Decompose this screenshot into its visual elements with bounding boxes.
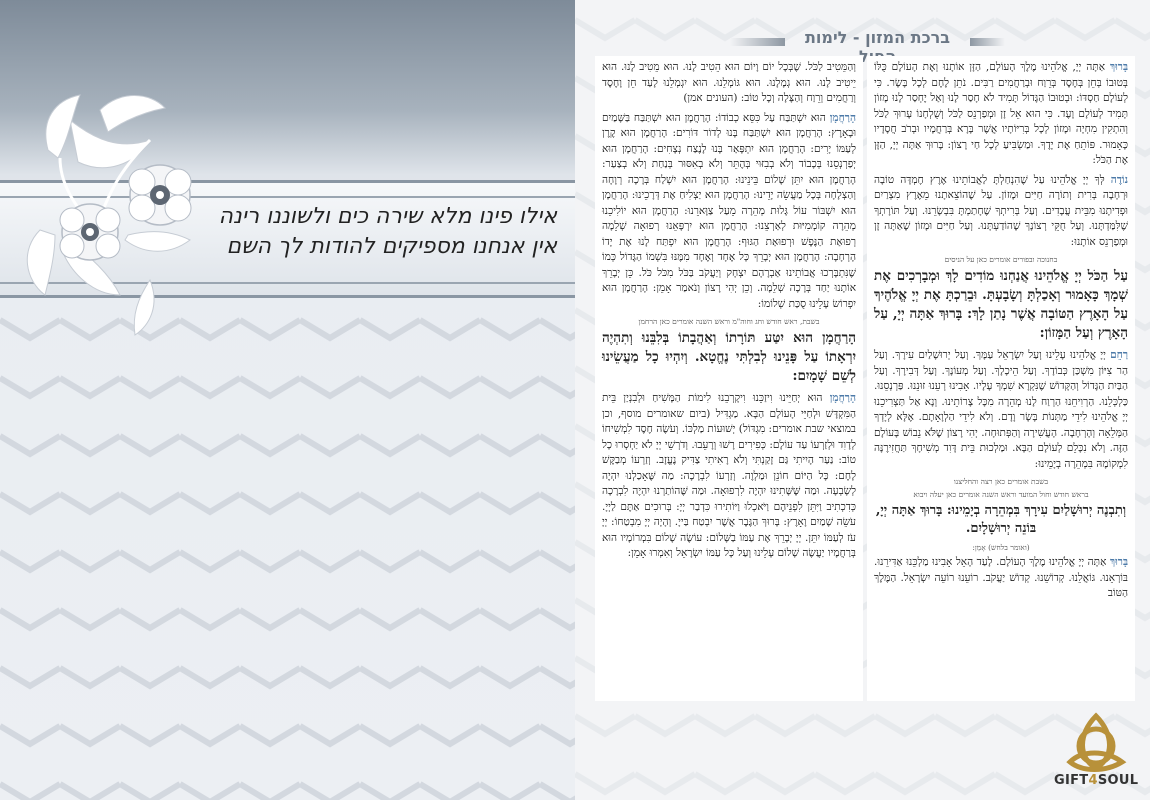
instruction-note: (ואומר בלחש) אָמֵן: [972,543,1030,552]
para-text: אַתָּה יְיָ אֱלֹהֵינוּ מֶלֶךְ הָעוֹלָם. לָעַד הָאֵל אָבִינוּ מַלְכֵּנוּ אַדִּירֵנוּ. בּוֹרְאֵנוּ. גּוֹאֲלֵנוּ. קְדוֹשֵׁנוּ. קְדוֹשׁ יַעֲקֹב. רוֹעֵנוּ רוֹעֵה יִשְׂרָאֵל. הַמֶּלֶךְ הַטּוֹב [874,556,1128,599]
logo-text-gift: GIFT [1054,773,1089,788]
text-column-right [867,56,1135,701]
title-rule-left [730,38,785,46]
instruction-note: בשבת, ראש חודש וחג וחוה"מ וראש השנה אומרים כאן הרחמן [638,317,820,326]
blessing-hazan [874,60,1128,169]
blessing-hatov [874,555,1128,602]
text-column-left [595,56,863,701]
logo-text-4: 4 [1088,773,1098,788]
hametiv-paragraph [602,60,856,107]
instruction-note: בשבת אומרים כאן רצה והחליצנו [953,477,1049,486]
harachaman-torah-paragraph: הָרַחֲמָן הוּא יִטַּע תּוֹרָתוֹ וְאַהֲבָתוֹ בְּלִבֵּנוּ וְתִהְיֶה יִרְאָתוֹ עַל פָּנֵינוּ לְבִלְתִּי נֶחֱטָא. וְיִהְיוּ כָל מַעֲשֵׂינוּ לְשֵׁם שָׁמָיִם: [602,330,856,384]
flower-1 [60,204,120,260]
al-hakol-paragraph: עַל הַכֹּל יְיָ אֱלֹהֵינוּ אֲנַחְנוּ מוֹדִים לָךְ וּמְבָרְכִים אֶת שְׁמָךְ כָּאָמוּר וְאָכַלְתָּ וְשָׂבָעְתָּ. וּבֵרַכְתָּ אֶת יְיָ אֱלֹהֶיךָ עַל הָאָרֶץ הַטּוֹבָה אֲשֶׁר נָתַן לָךְ: בָּרוּךְ אַתָּה יְיָ, עַל הָאָרֶץ וְעַל הַמָּזוֹן: [874,268,1128,341]
chevron-pattern [0,300,575,800]
para-text: הוּא יְחַיֵּינוּ וִיזַכֵּנוּ וִיקָרְבֵנוּ לִימוֹת הַמָּשִׁיחַ וּלְבִנְיַן בֵּית הַמִּקְדָּשׁ וּלְחַיֵּי הָעוֹלָם הַבָּא. מַגְדִּיל (ביום שאומרים מוסף, וכן במוצאי שבת אומרים: מִגְדּוֹל) יְשׁוּעוֹת מַלְכּוֹ. וְעֹשֶׂה חֶסֶד לִמְשִׁיחוֹ לְדָוִד וּלְזַרְעוֹ עַד עוֹלָם: כְּפִירִים רָשׁוּ וְרָעֵבוּ. וְדֹרְשֵׁי יְיָ לֹא יַחְסְרוּ כָל טוֹב: נַעַר הָיִיתִי גַּם זָקַנְתִּי וְלֹא רָאִיתִי צַדִּיק נֶעֱזָב. וְזַרְעוֹ מְבַקֶּשׁ לָחֶם: כָּל הַיּוֹם חוֹנֵן וּמַלְוֶה. וְזַרְעוֹ לִבְרָכָה: מַה שֶּׁאָכַלְנוּ יִהְיֶה לְשָׂבְעָה. וּמַה שֶּׁשָּׁתִינוּ יִהְיֶה לִרְפוּאָה. וּמַה שֶּׁהוֹתַרְנוּ יִהְיֶה לִבְרָכָה כְּדִכְתִיב וַיִּתֵּן לִפְנֵיהֶם וַיֹּאכְלוּ וַיּוֹתִירוּ כִּדְבַר יְיָ: בְּרוּכִים אַתֶּם לַיְיָ. עֹשֵׂה שָׁמַיִם וָאָרֶץ: בָּרוּךְ הַגֶּבֶר אֲשֶׁר יִבְטַח בַּייָ. וְהָיָה יְיָ מִבְטַחוֹ: יְיָ עֹז לְעַמּוֹ יִתֵּן. יְיָ יְבָרֵךְ אֶת עַמּוֹ בַשָּׁלוֹם: עוֹשֶׂה שָׁלוֹם בִּמְרוֹמָיו הוּא בְּרַחֲמָיו יַעֲשֶׂה שָׁלוֹם עָלֵינוּ וְעַל כָּל עַמּוֹ יִשְׂרָאֵל וְאִמְרוּ אָמֵן: [602,392,856,559]
vetivneh-paragraph: וְתִבְנֶה יְרוּשָׁלַיִם עִירָךְ בִּמְהֵרָה בְיָמֵינוּ: בָּרוּךְ אַתָּה יְיָ, בּוֹנֵה יְרוּשָׁלָיִם. [875,503,1127,536]
quote-line-2: אין אנחנו מספיקים להודות לך השם [226,234,557,259]
logo-text-soul: SOUL [1097,773,1139,788]
para-text: יְיָ אֱלֹהֵינוּ עָלֵינוּ וְעַל יִשְׂרָאֵל עַמָּךְ. וְעַל יְרוּשָׁלַיִם עִירָךְ. וְעַל הַר צִיּוֹן מִשְׁכַּן כְּבוֹדָךְ. וְעַל הֵיכָלָךְ. וְעַל מְעוֹנָךְ. וְעַל דְּבִירָךְ. וְעַל הַבַּיִת הַגָּדוֹל וְהַקָּדוֹשׁ שֶׁנִּקְרָא שִׁמְךָ עָלָיו. אָבִינוּ רְעֵנוּ זוּנֵנוּ. פַּרְנְסֵנוּ. כַּלְכְּלֵנוּ. הַרְוִיחֵנוּ הַרְוַח לָנוּ מְהֵרָה מִכָּל צָרוֹתֵינוּ. וְנָא אַל תַּצְרִיכֵנוּ יְיָ אֱלֹהֵינוּ לִידֵי מַתְּנוֹת בָּשָׂר וָדָם. וְלֹא לִידֵי הַלְוָאָתָם. אֶלָּא לְיָדְךָ הַמְּלֵאָה וְהָרְחָבָה. הָעֲשִׁירָה וְהַפְּתוּחָה. יְהִי רָצוֹן שֶׁלֹּא נֵבוֹשׁ בָּעוֹלָם הַזֶּה. וְלֹא נִכָּלֵם לְעוֹלָם הַבָּא. וּמַלְכוּת בֵּית דָּוִד מְשִׁיחָךְ תַּחֲזִירֶנָּה לִמְקוֹמָהּ בִּמְהֵרָה בְיָמֵינוּ: [874,349,1128,470]
blessing-rachem [874,348,1128,472]
para-text: וְהַמֵּטִיב לַכֹּל. שֶׁבְּכָל יוֹם וָיוֹם הוּא הֵטִיב לָנוּ. הוּא מֵטִיב לָנוּ. הוּא יֵיטִיב לָנוּ. הוּא גְמָלָנוּ. הוּא גּוֹמְלֵנוּ. הוּא יִגְמְלֵנוּ לָעַד חֵן וָחֶסֶד וְרַחֲמִים וְרֵוַח וְהַצָּלָה וְכָל טוֹב: (העונים אמן) [602,61,856,104]
para-text: הוּא יִשְׁתַּבַּח עַל כִּסֵּא כְבוֹדוֹ: הָרַחֲמָן הוּא יִשְׁתַּבַּח בַּשָּׁמַיִם וּבָאָרֶץ: הָרַחֲמָן הוּא יִשְׁתַּבַּח בָּנוּ לְדוֹר דּוֹרִים: הָרַחֲמָן הוּא קֶרֶן לְעַמּוֹ יָרִים: הָרַחֲמָן הוּא יִתְפָּאַר בָּנוּ לָנֶצַח נְצָחִים: הָרַחֲמָן הוּא יְפַרְנְסֵנוּ בְּכָבוֹד וְלֹא בְבִזּוּי בְּהֶתֵּר וְלֹא בְאִסּוּר בְּנַחַת וְלֹא בְצַעַר: הָרַחֲמָן הוּא יִתֵּן שָׁלוֹם בֵּינֵינוּ: הָרַחֲמָן הוּא יִשְׁלַח בְּרָכָה רְוָחָה וְהַצְלָחָה בְּכָל מַעֲשֵׂה יָדֵינוּ: הָרַחֲמָן הוּא יַצְלִיחַ אֶת דְּרָכֵינוּ: הָרַחֲמָן הוּא יִשְׁבּוֹר עוֹל גָּלוּת מְהֵרָה מֵעַל צַוָּארֵנוּ: הָרַחֲמָן הוּא יוֹלִיכֵנוּ מְהֵרָה קוֹמְמִיּוּת לְאַרְצֵנוּ: הָרַחֲמָן הוּא יִרְפָּאֵנוּ רְפוּאָה שְׁלֵמָה רְפוּאַת הַנֶּפֶשׁ וּרְפוּאַת הַגּוּף: הָרַחֲמָן הוּא יִפְתַּח לָנוּ אֶת יָדוֹ הָרְחָבָה: הָרַחֲמָן הוּא יְבָרֵךְ כָּל אֶחָד וְאֶחָד מִמֶּנּוּ בִּשְׁמוֹ הַגָּדוֹל כְּמוֹ שֶׁנִּתְבָּרְכוּ אֲבוֹתֵינוּ אַבְרָהָם יִצְחָק וְיַעֲקֹב בַּכֹּל מִכֹּל כֹּל. כֵּן יְבָרֵךְ אוֹתָנוּ יַחַד בְּרָכָה שְׁלֵמָה. וְכֵן יְהִי רָצוֹן וְנֹאמַר אָמֵן: הָרַחֲמָן הוּא יִפְרוֹשׂ עָלֵינוּ סֻכַּת שְׁלוֹמוֹ: [602,111,856,310]
flower-2 [129,165,191,225]
page-title-bar [575,28,1150,54]
para-lead: בָּרוּךְ [1109,61,1129,73]
para-lead: בָּרוּךְ [1109,556,1128,568]
para-lead: הָרַחֲמָן [829,111,856,124]
harachaman-mashiach-paragraph [602,391,856,562]
instruction-note: בחנוכה ובפורים אומרים כאן על הניסים [944,255,1058,264]
logo-wordmark [1054,773,1138,788]
page-title: ברכת המזון - לימות [804,28,951,47]
blessing-nodeh [874,173,1128,251]
text-page [575,0,1150,800]
para-text: אַתָּה יְיָ, אֱלֹהֵינוּ מֶלֶךְ הָעוֹלָם, הַזָּן אוֹתָנוּ וְאֶת הָעוֹלָם כֻּלּוֹ בְּטוּבוֹ בְּחֵן בְּחֶסֶד בְּרֵוַח וּבְרַחֲמִים רַבִּים. נֹתֵן לֶחֶם לְכָל בָּשָׂר. כִּי לְעוֹלָם חַסְדּוֹ: וּבְטוּבוֹ הַגָּדוֹל תָּמִיד לֹא חָסַר לָנוּ וְאַל יֶחְסַר לָנוּ מָזוֹן תָּמִיד לְעוֹלָם וָעֶד. כִּי הוּא אֵל זָן וּמְפַרְנֵס לַכֹּל וְשֻׁלְחָנוֹ עָרוּךְ לַכֹּל וְהִתְקִין מִחְיָה וּמָזוֹן לְכָל בְּרִיּוֹתָיו אֲשֶׁר בָּרָא בְּרַחֲמָיו וּבְרֹב חֲסָדָיו כָּאָמוּר. פּוֹתֵחַ אֶת יָדֶךָ. וּמַשְׂבִּיעַ לְכָל חַי רָצוֹן: בָּרוּךְ אַתָּה יְיָ, הַזָּן אֶת הַכֹּל: [874,61,1128,166]
instruction-note: בראש חודש וחול המועד וראש השנה אומרים כאן יעלה ויבוא [913,490,1089,499]
flower-ornament [0,80,230,340]
para-lead: רַחֵם [1110,349,1128,361]
para-text: לְּךָ יְיָ אֱלֹהֵינוּ עַל שֶׁהִנְחַלְתָּ לַאֲבוֹתֵינוּ אֶרֶץ חֶמְדָּה טוֹבָה וּרְחָבָה בְּרִית וְתוֹרָה חַיִּים וּמָזוֹן. עַל שֶׁהוֹצֵאתָנוּ מֵאֶרֶץ מִצְרַיִם וּפְדִיתָנוּ מִבֵּית עֲבָדִים. וְעַל בְּרִיתְךָ שֶׁחָתַמְתָּ בִּבְשָׂרֵנוּ. וְעַל תּוֹרָתְךָ שֶׁלִּמַּדְתָּנוּ. וְעַל חֻקֵּי רְצוֹנָךְ שֶׁהוֹדַעְתָּנוּ. וְעַל חַיִּים וּמָזוֹן שֶׁאַתָּה זָן וּמְפַרְנֵס אוֹתָנוּ: [874,173,1128,248]
para-lead: נוֹדֶה [1110,173,1128,186]
title-rule-right [970,38,1005,46]
para-lead: הָרַחֲמָן [829,392,856,404]
quote-line-1: אילו פינו מלא שירה כים ולשוננו רינה [218,204,557,229]
harachaman-paragraph [602,111,856,313]
